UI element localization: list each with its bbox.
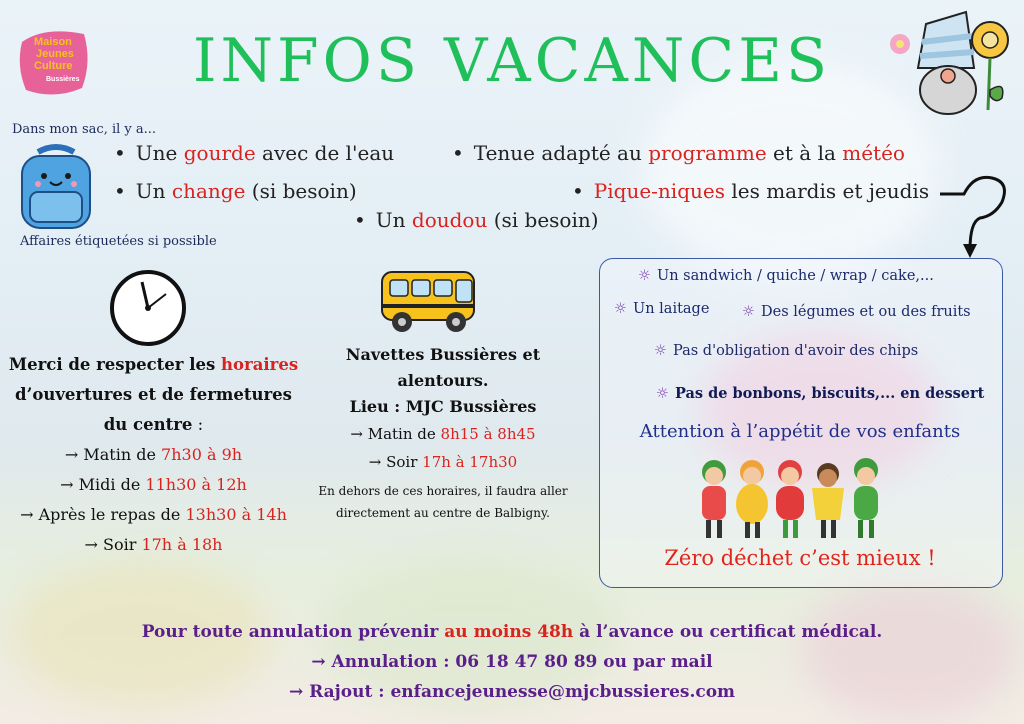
bag-item-text: et à la	[766, 141, 843, 165]
shuttle-row-label: → Matin de	[350, 425, 441, 443]
hours-head-colon: :	[192, 415, 204, 434]
hours-row	[6, 530, 301, 560]
bag-label-note: Affaires étiquetées si possible	[20, 234, 217, 249]
shuttle-place: Lieu : MJC Bussières	[349, 397, 537, 416]
footer-text: à l’avance ou certificat médical.	[573, 622, 883, 642]
bag-item-change: • Un change (si besoin)	[114, 179, 357, 203]
hours-row-label: → Matin de	[64, 445, 162, 464]
shuttle-row	[312, 420, 574, 448]
bag-item-text: les mardis et jeudis	[725, 179, 930, 203]
shuttle-row-time: 17h à 17h30	[422, 453, 518, 471]
picnic-item	[742, 304, 971, 320]
bag-item-tenue: • Tenue adapté au programme et à la météo	[452, 141, 905, 165]
hours-row-label: → Après le repas de	[20, 505, 186, 524]
shuttle-row	[312, 448, 574, 476]
sun-icon: ☼	[614, 301, 627, 317]
hours-row-label: → Midi de	[60, 475, 146, 494]
bag-item-text: Une	[135, 141, 184, 165]
bag-intro: Dans mon sac, il y a...	[12, 122, 157, 137]
page-title: INFOS VACANCES	[192, 26, 832, 96]
hours-row-label: → Soir	[84, 535, 142, 554]
bag-item-highlight: doudou	[411, 208, 488, 232]
picnic-item-text: Un laitage	[633, 301, 710, 317]
shuttle-head: Navettes Bussières et alentours.	[345, 345, 541, 390]
bag-item-text: Tenue adapté au	[473, 141, 649, 165]
hours-row-time: 17h à 18h	[141, 535, 223, 554]
bag-item-piquenique: • Pique-niques les mardis et jeudis	[572, 179, 930, 203]
footer-cancel-notice	[0, 622, 1024, 642]
bag-item-highlight: météo	[842, 141, 905, 165]
bag-item-highlight: change	[171, 179, 246, 203]
hours-head-text: Merci de respecter les	[8, 355, 222, 374]
hours-row	[6, 440, 301, 470]
sun-icon: ☼	[638, 268, 651, 284]
bag-item-text: (si besoin)	[487, 208, 599, 232]
hours-row	[6, 500, 301, 530]
hours-head	[6, 350, 301, 440]
logo-word-2: Jeunes	[36, 48, 74, 60]
children-fruit-costumes-icon	[694, 454, 890, 544]
hours-section	[6, 350, 301, 560]
backpack-icon	[8, 142, 104, 236]
zero-waste-message: Zéro déchet c’est mieux !	[664, 546, 936, 570]
bag-item-text: (si besoin)	[245, 179, 357, 203]
footer-add-email: → Rajout : enfancejeunesse@mjcbussieres.com	[288, 682, 736, 702]
bag-item-gourde: • Une gourde avec de l'eau	[114, 141, 395, 165]
shuttle-section	[312, 342, 574, 524]
bag-item-text: Un	[135, 179, 172, 203]
hours-head-text: d’ouvertures et de fermetures du centre	[15, 385, 292, 434]
bag-item-highlight: programme	[648, 141, 767, 165]
gnome-flower-icon	[878, 6, 1018, 122]
picnic-item-text: Pas d'obligation d'avoir des chips	[673, 343, 919, 359]
picnic-item	[654, 343, 918, 359]
bag-item-text: Un	[375, 208, 412, 232]
logo-word-3: Culture	[34, 60, 73, 72]
hours-row	[6, 470, 301, 500]
picnic-attention: Attention à l’appétit de vos enfants	[639, 421, 961, 442]
hours-row-time: 11h30 à 12h	[145, 475, 247, 494]
footer-highlight: au moins 48h	[444, 622, 574, 642]
curved-arrow-icon	[936, 166, 1020, 262]
sun-icon: ☼	[654, 343, 667, 359]
clock-icon	[108, 268, 188, 348]
picnic-item	[656, 385, 984, 402]
bag-item-highlight: gourde	[183, 141, 256, 165]
sun-icon: ☼	[742, 304, 755, 320]
footer-cancel-phone: → Annulation : 06 18 47 80 89 ou par mail	[311, 652, 713, 672]
shuttle-note: En dehors de ces horaires, il faudra aller directement au centre de Balbigny.	[318, 484, 568, 520]
shuttle-row-time: 8h15 à 8h45	[440, 425, 536, 443]
hours-row-time: 13h30 à 14h	[185, 505, 287, 524]
hours-head-highlight: horaires	[221, 355, 299, 374]
bag-item-doudou: • Un doudou (si besoin)	[354, 208, 599, 232]
logo-word-4: Bussières	[46, 76, 80, 83]
picnic-item	[614, 301, 709, 317]
picnic-item	[638, 268, 934, 284]
school-bus-icon	[376, 266, 488, 338]
picnic-item-text: Pas de bonbons, biscuits,... en dessert	[675, 385, 985, 402]
logo-word-1: Maison	[34, 36, 72, 48]
picnic-item-text: Des légumes et ou des fruits	[761, 304, 971, 320]
hours-row-time: 7h30 à 9h	[161, 445, 243, 464]
bag-item-text: avec de l'eau	[255, 141, 395, 165]
shuttle-row-label: → Soir	[368, 453, 423, 471]
picnic-item-text: Un sandwich / quiche / wrap / cake,...	[657, 268, 934, 284]
bag-item-highlight: Pique-niques	[593, 179, 725, 203]
footer-text: Pour toute annulation prévenir	[141, 622, 445, 642]
sun-icon: ☼	[656, 385, 669, 402]
